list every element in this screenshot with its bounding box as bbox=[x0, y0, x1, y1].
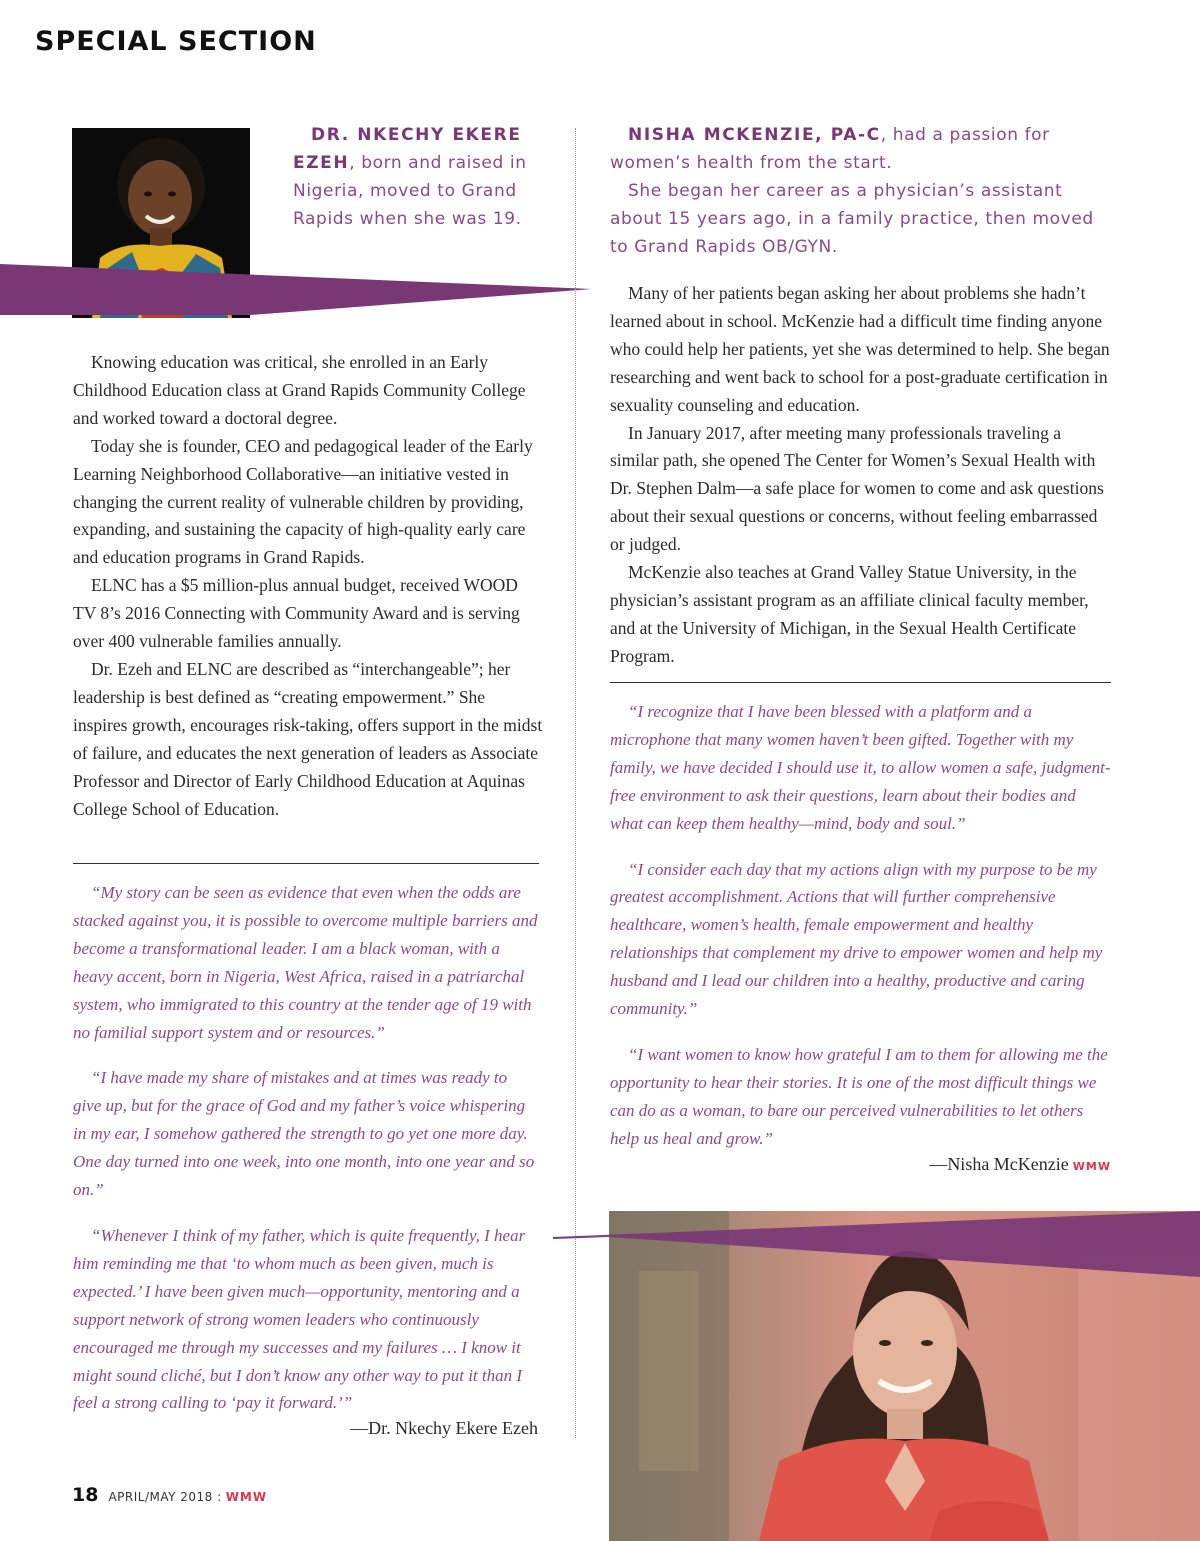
mckenzie-quote-rule bbox=[610, 682, 1111, 683]
ezeh-quote: “My story can be seen as evidence that even when the odds are stacked against you, it is possible to overcome multiple barriers and become a transformational leader. I am a black woman, with a heavy accent, born in Nigeria, West Africa, raised in a patriarchal system, who immigrated to this country at the tender age of 19 with no familial support system and or resources.” bbox=[73, 883, 538, 1042]
footer-brand: WMW bbox=[225, 1490, 268, 1504]
mckenzie-paragraph: In January 2017, after meeting many professionals traveling a similar path, she opened The Center for Women’s Sexual Health with Dr. Stephen Dalm—a safe place for women to come and ask questions about their sexual questions or concerns, without feeling embarrassed or judged. bbox=[610, 422, 1104, 555]
ezeh-body bbox=[73, 349, 543, 823]
section-label: SPECIAL SECTION bbox=[35, 26, 317, 57]
mckenzie-paragraph: McKenzie also teaches at Grand Valley Statue University, in the physician’s assistant program as an affiliate clinical faculty member, and at the University of Michigan, in the Sexual Health Certificate Program. bbox=[610, 562, 1089, 666]
page-footer bbox=[72, 1484, 267, 1506]
purple-accent-band-left bbox=[0, 262, 592, 318]
mckenzie-paragraph: Many of her patients began asking her about problems she hadn’t learned about in school. McKenzie had a difficult time finding anyone who could help her patients, yet she was determined to help. She began researching and went back to school for a post-graduate certification in sexuality counseling and education. bbox=[610, 283, 1110, 415]
ezeh-intro bbox=[293, 121, 538, 233]
mckenzie-intro-text: , had a passion for women’s health from the start. bbox=[610, 125, 1050, 173]
page-number: 18 bbox=[72, 1484, 99, 1506]
mckenzie-signature bbox=[800, 1154, 1111, 1175]
ezeh-quote: “Whenever I think of my father, which is quite frequently, I hear him reminding me that ‘to whom much as been given, much is expected.’ I have been given much—opportunity, mentoring and a support network of strong women leaders who continuously encouraged me through my successes and my failures … I know it might sound cliché, but I don’t know any other way to put it than I feel a strong calling to ‘pay it forward.’” bbox=[73, 1225, 526, 1413]
mckenzie-body bbox=[610, 280, 1110, 671]
purple-accent-band-right bbox=[553, 1207, 1200, 1291]
ezeh-name: DR. NKECHY EKERE EZEH bbox=[293, 125, 522, 173]
ezeh-paragraph: ELNC has a $5 million-plus annual budget, received WOOD TV 8’s 2016 Connecting with Community Award and is serving over 400 vulnerable families annually. bbox=[73, 575, 520, 652]
ezeh-intro-text: , born and raised in Nigeria, moved to Grand Rapids when she was 19. bbox=[293, 153, 527, 229]
ezeh-paragraph: Dr. Ezeh and ELNC are described as “interchangeable”; her leadership is best defined as “creating empowerment.” She inspires growth, encourages risk-taking, offers support in the midst of failure, and educates the next generation of leaders as Associate Professor and Director of Early Childhood Education at Aquinas College School of Education. bbox=[73, 658, 543, 819]
mckenzie-quote: “I recognize that I have been blessed with a platform and a microphone that many women haven’t been gifted. Together with my family, we have decided I should use it, to allow women a safe, judgment-free environment to ask their questions, learn about their bodies and what can keep them healthy—mind, body and soul.” bbox=[610, 702, 1111, 833]
ezeh-paragraph: Today she is founder, CEO and pedagogical leader of the Early Learning Neighborhood Collaborative—an initiative vested in changing the current reality of vulnerable children by providing, expanding, and sustaining the capacity of high-quality early care and education programs in Grand Rapids. bbox=[73, 435, 533, 568]
mckenzie-quote: “I want women to know how grateful I am to them for allowing me the opportunity to hear their stories. It is one of the most difficult things we can do as a woman, to bare our perceived vulnerabilities to let others help us heal and grow.” bbox=[610, 1044, 1108, 1148]
ezeh-signature: —Dr. Nkechy Ekere Ezeh bbox=[350, 1418, 538, 1438]
mckenzie-quotes bbox=[610, 698, 1111, 1171]
ezeh-quote-rule bbox=[73, 863, 539, 864]
mckenzie-signature-name: —Nisha McKenzie bbox=[929, 1154, 1069, 1174]
mckenzie-intro bbox=[610, 121, 1110, 261]
ezeh-paragraph: Knowing education was critical, she enrolled in an Early Childhood Education class at Grand Rapids Community College and worked toward a doctoral degree. bbox=[73, 352, 526, 428]
wmw-signature-mark: WMW bbox=[1072, 1160, 1111, 1173]
issue-date: APRIL/MAY 2018 : bbox=[108, 1490, 222, 1504]
mckenzie-name: NISHA MCKENZIE, PA-C bbox=[628, 125, 881, 145]
ezeh-quotes bbox=[73, 879, 539, 1435]
mckenzie-quote: “I consider each day that my actions align with my purpose to be my greatest accomplishment. Actions that will further comprehensive healthcare, women’s health, female empowerment and healthy relationships that complement my drive to empower women and help my husband and I lead our children into a healthy, productive and caring community.” bbox=[610, 859, 1103, 1019]
ezeh-quote: “I have made my share of mistakes and at times was ready to give up, but for the grace of God and my father’s voice whispering in my ear, I somehow gathered the strength to go yet one more day. One day turned into one week, into one month, into one year and so on.” bbox=[73, 1068, 535, 1200]
mckenzie-intro-paragraph: She began her career as a physician’s assistant about 15 years ago, in a family practice, then moved to Grand Rapids OB/GYN. bbox=[610, 181, 1094, 257]
